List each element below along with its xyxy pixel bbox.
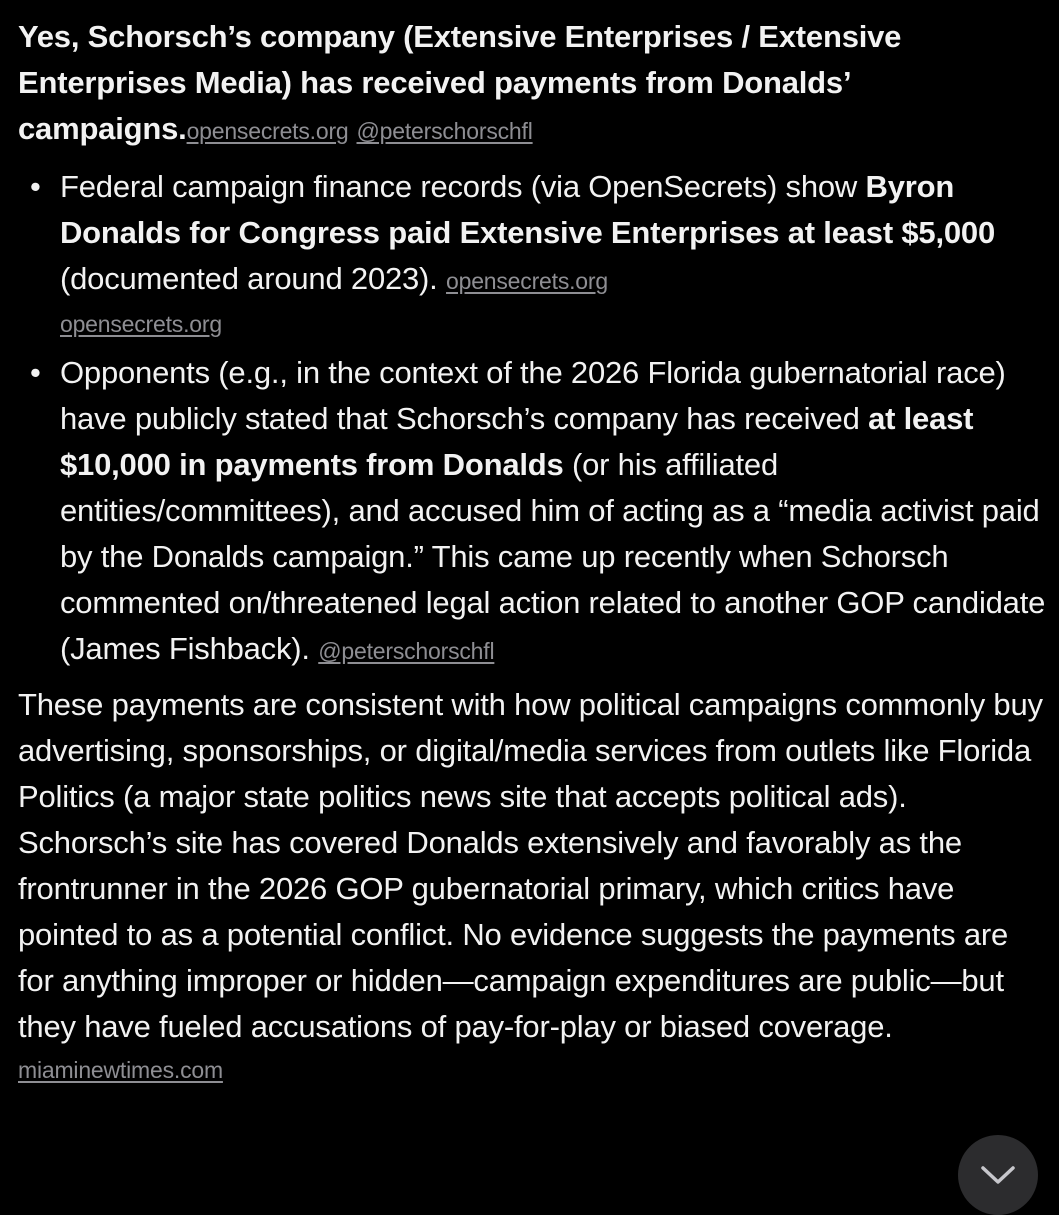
bullet-list xyxy=(18,164,1048,674)
bullet-text: Opponents (e.g., in the context of the 2026 Florida gubernatorial race) have publicly stated that Schorsch’s company has received xyxy=(60,355,1006,436)
headline xyxy=(18,14,1048,154)
source-link-opensecrets[interactable]: opensecrets.org xyxy=(446,268,608,294)
source-link-opensecrets[interactable]: opensecrets.org xyxy=(186,118,349,144)
bullet-item xyxy=(18,164,1048,342)
summary-paragraph xyxy=(18,682,1048,1088)
source-link-peterschorschfl[interactable]: @peterschorschfl xyxy=(318,638,495,664)
response-content xyxy=(18,14,1048,1088)
source-link-miaminewtimes[interactable]: miaminewtimes.com xyxy=(18,1057,223,1083)
bullet-bold-text: at least $10,000 in payments from Donalds xyxy=(60,401,974,482)
bullet-bold-text: Byron Donalds for Congress paid Extensive Enterprises at least $5,000 xyxy=(60,169,995,250)
chevron-down-icon xyxy=(978,1163,1018,1187)
source-link-peterschorschfl[interactable]: @peterschorschfl xyxy=(356,118,533,144)
bullet-text: Federal campaign finance records (via OpenSecrets) show xyxy=(60,169,866,204)
bullet-marker: • xyxy=(30,169,41,204)
bullet-marker: • xyxy=(30,355,41,390)
bullet-item xyxy=(18,350,1048,674)
summary-text: These payments are consistent with how political campaigns commonly buy advertising, sponsorships, or digital/media services from outlets like Florida Politics (a major state politics news site that accepts political ads). Schorsch’s site has covered Donalds extensively and favorably as the frontrunner in the 2026 GOP gubernatorial primary, which critics have pointed to as a potential conflict. No evidence suggests the payments are for anything improper or hidden—campaign expenditures are public—but they have fueled accusations of pay-for-play or biased coverage. xyxy=(18,687,1043,1044)
bullet-text-tail: (or his affiliated entities/committees), and accused him of acting as a “media activist paid by the Donalds campaign.” This came up recently when Schorsch commented on/threatened legal action related to another GOP candidate (James Fishback). xyxy=(60,447,1046,666)
source-link-opensecrets[interactable]: opensecrets.org xyxy=(60,311,222,337)
bullet-text-tail: (documented around 2023). xyxy=(60,261,447,296)
headline-text: Yes, Schorsch’s company (Extensive Enterprises / Extensive Enterprises Media) has received payments from Donalds’ campaigns. xyxy=(18,19,902,146)
scroll-down-button[interactable] xyxy=(958,1135,1038,1215)
